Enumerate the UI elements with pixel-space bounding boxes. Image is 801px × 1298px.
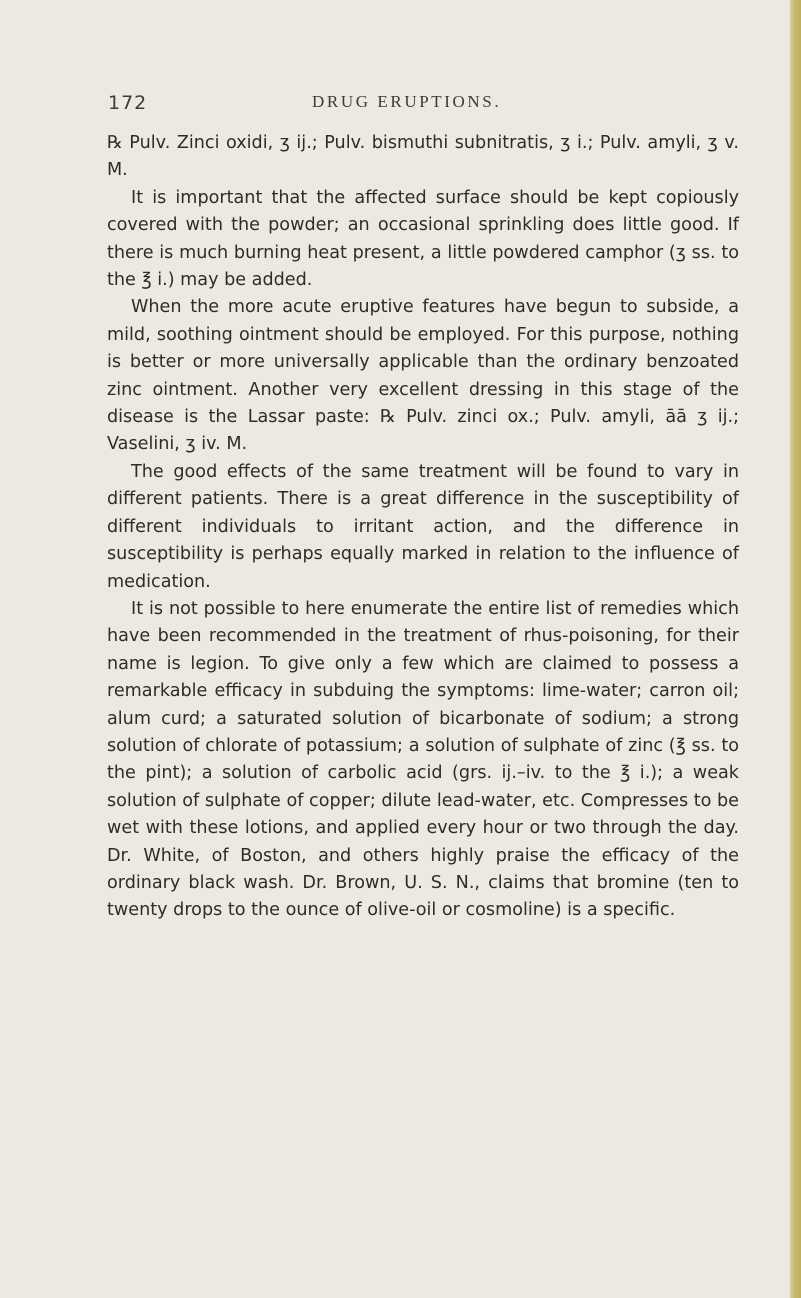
paragraph-susceptibility: The good effects of the same treatment will be found to vary in different patients. There is a great difference in the susceptibility of different individuals to irritant action, and the difference in susceptibility is perhaps equally marked in relation to the influence of medication. (107, 461, 739, 592)
page-number: 172 (108, 92, 148, 114)
body-text (107, 130, 739, 925)
running-title: DRUG ERUPTIONS. (312, 92, 502, 111)
page-header (0, 92, 790, 122)
prescription-paragraph: ℞ Pulv. Zinci oxidi, ʒ ij.; Pulv. bismuthi subnitratis, ʒ i.; Pulv. amyli, ʒ v. M. (107, 133, 739, 181)
paragraph-powder: It is important that the affected surface should be kept copiously covered with the powder; an occasional sprinkling does little good. If there is much burning heat present, a little powdered camphor (ʒ ss. to the ℥ i.) may be added. (107, 187, 739, 291)
paragraph-remedies: It is not possible to here enumerate the entire list of remedies which have been recommended in the treatment of rhus-poisoning, for their name is legion. To give only a few which are claimed to possess a remarkable efficacy in subduing the symptoms: lime-water; carron oil; alum curd; a saturated solution of bicarbonate of sodium; a strong solution of chlorate of potassium; a solution of sulphate of zinc (℥ ss. to the pint); a solution of carbolic acid (grs. ij.–iv. to the ℥ i.); a weak solution of sulphate of copper; dilute lead-water, etc. Compresses to be wet with these lotions, and applied every hour or two through the day. Dr. White, of Boston, and others highly praise the efficacy of the ordinary black wash. Dr. Brown, U. S. N., claims that bromine (ten to twenty drops to the ounce of olive-oil or cosmoline) is a specific. (107, 598, 739, 921)
page-edge (790, 0, 801, 1298)
paragraph-ointment: When the more acute eruptive features have begun to subside, a mild, soothing ointment should be employed. For this purpose, nothing is better or more universally applicable than the ordinary benzoated zinc ointment. Another very excellent dressing in this stage of the disease is the Lassar paste: ℞ Pulv. zinci ox.; Pulv. amyli, āā ʒ ij.; Vaselini, ʒ iv. M. (107, 297, 739, 455)
